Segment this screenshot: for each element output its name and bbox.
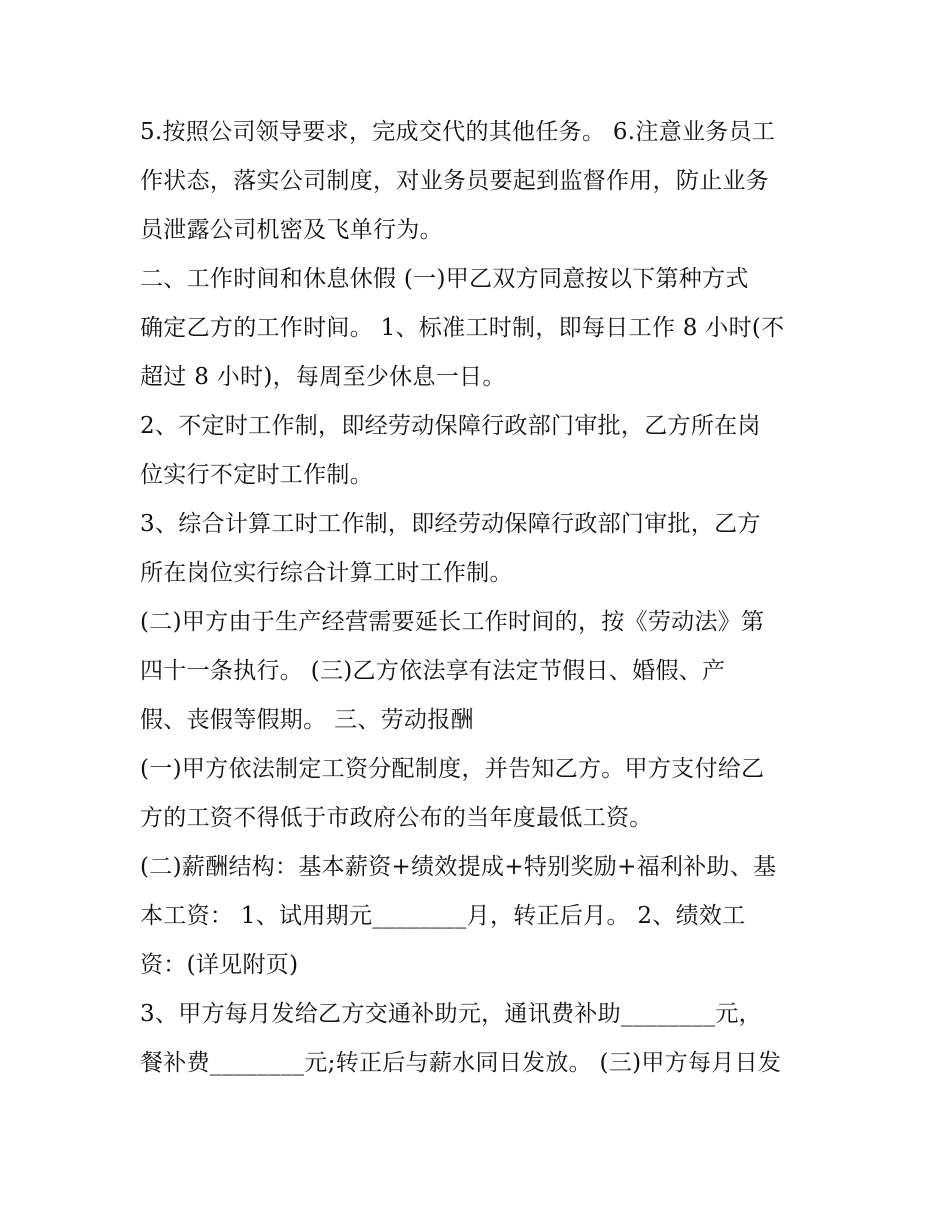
text-line: 员泄露公司机密及飞单行为。 (140, 217, 443, 243)
text-line: (二)薪酬结构：基本薪资+绩效提成+特别奖励+福利补助、基 (140, 854, 777, 880)
text-line: 超过 8 小时)，每周至少休息一日。 (140, 364, 506, 390)
text-line: 资：(详见附页) (140, 952, 299, 978)
text-line: 餐补费________元;转正后与薪水同日发放。 (三)甲方每月日发 (140, 1050, 782, 1076)
text-line: 5.按照公司领导要求，完成交代的其他任务。 6.注意业务员工 (140, 119, 776, 145)
text-line: 四十一条执行。 (三)乙方依法享有法定节假日、婚假、产 (140, 658, 726, 684)
text-line: 二、工作时间和休息休假 (一)甲乙双方同意按以下第种方式 (140, 266, 749, 292)
text-line: 方的工资不得低于市政府公布的当年度最低工资。 (140, 805, 653, 831)
text-line: 假、丧假等假期。 三、劳动报酬 (140, 707, 474, 733)
text-line: 位实行不定时工作制。 (140, 462, 373, 488)
text-line: (二)甲方由于生产经营需要延长工作时间的，按《劳动法》第 (140, 609, 765, 635)
text-line: 作状态，落实公司制度，对业务员要起到监督作用，防止业务 (140, 168, 770, 194)
text-line: 3、综合计算工时工作制，即经劳动保障行政部门审批，乙方 (140, 511, 761, 537)
text-line: 确定乙方的工作时间。 1、标准工时制，即每日工作 8 小时(不 (140, 315, 785, 341)
text-line: (一)甲方依法制定工资分配制度，并告知乙方。甲方支付给乙 (140, 756, 765, 782)
text-line: 所在岗位实行综合计算工时工作制。 (140, 560, 513, 586)
text-line: 本工资： 1、试用期元________月，转正后月。 2、绩效工 (140, 903, 746, 929)
text-line: 3、甲方每月发给乙方交通补助元，通讯费补助________元， (140, 1001, 762, 1027)
text-line: 2、不定时工作制，即经劳动保障行政部门审批，乙方所在岗 (140, 413, 761, 439)
document-body (140, 108, 815, 1088)
